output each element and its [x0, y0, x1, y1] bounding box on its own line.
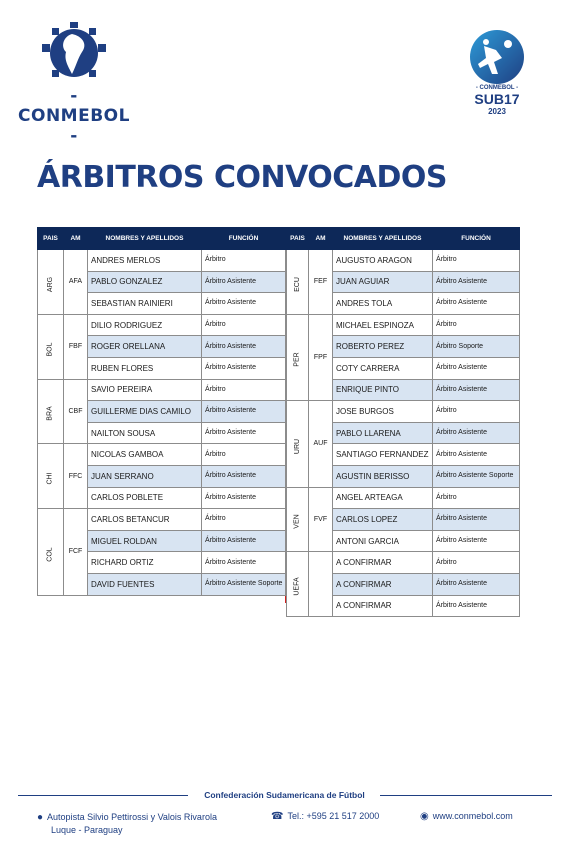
country-code: ECU	[294, 277, 301, 292]
country-cell	[38, 314, 64, 379]
referee-name: MICHAEL ESPINOZA	[333, 314, 433, 336]
referee-function: Árbitro Asistente Soporte	[433, 465, 520, 487]
referee-name: ENRIQUE PINTO	[333, 379, 433, 401]
referee-function: Árbitro	[433, 314, 520, 336]
country-cell	[287, 487, 309, 552]
conmebol-logo	[18, 22, 130, 146]
referee-function: Árbitro	[433, 552, 520, 574]
sub17-conmebol-label: - CONMEBOL -	[475, 85, 519, 91]
table-row	[287, 487, 520, 509]
referee-function: Árbitro Asistente	[433, 444, 520, 466]
referee-name: NICOLAS GAMBOA	[88, 444, 202, 466]
referee-name: JUAN SERRANO	[88, 465, 202, 487]
globe-icon: ◉	[420, 811, 429, 822]
footer-web[interactable]	[420, 811, 513, 822]
phone-icon: ☎	[271, 811, 284, 822]
referee-name: ANGEL ARTEAGA	[333, 487, 433, 509]
country-code: VEN	[294, 514, 301, 530]
association-cell: FBF	[64, 314, 88, 379]
country-cell	[287, 401, 309, 487]
referee-name: PABLO LLARENA	[333, 422, 433, 444]
association-cell: FCF	[64, 509, 88, 595]
referee-function: Árbitro Asistente	[433, 573, 520, 595]
referee-function: Árbitro Asistente	[433, 595, 520, 617]
referee-name: COTY CARRERA	[333, 357, 433, 379]
country-code: UEFA	[293, 577, 301, 596]
location-pin-icon: ●	[37, 812, 44, 823]
referee-function: Árbitro Asistente	[433, 271, 520, 293]
country-cell	[287, 552, 309, 617]
referee-name: RUBEN FLORES	[88, 357, 202, 379]
footer-tel	[271, 811, 379, 822]
referee-function: Árbitro Asistente	[433, 293, 520, 315]
country-cell	[38, 250, 64, 315]
conmebol-emblem-icon	[38, 22, 110, 84]
referee-name: SEBASTIAN RAINIERI	[88, 293, 202, 315]
referee-function: Árbitro Asistente	[202, 357, 286, 379]
referee-function: Árbitro Asistente	[202, 401, 286, 423]
address-line1: Autopista Silvio Pettirossi y Valois Rivarola	[47, 812, 217, 822]
header-pais: PAIS	[287, 228, 309, 250]
sub17-label: SUB17	[474, 91, 520, 107]
referee-name: RICHARD ORTIZ	[88, 552, 202, 574]
referee-name: CARLOS LOPEZ	[333, 509, 433, 531]
referee-name: ANDRES MERLOS	[88, 250, 202, 272]
table-row	[38, 379, 286, 401]
association-cell: AFA	[64, 250, 88, 315]
association-cell: FFC	[64, 444, 88, 509]
country-cell	[38, 379, 64, 444]
referee-function: Árbitro Asistente	[202, 487, 286, 509]
sub17-year: 2023	[488, 107, 506, 116]
association-cell: CBF	[64, 379, 88, 444]
country-code: ARG	[46, 276, 54, 292]
association-cell: FEF	[309, 250, 333, 315]
country-code: PER	[294, 352, 301, 368]
referee-function: Árbitro	[202, 314, 286, 336]
referee-function: Árbitro	[202, 379, 286, 401]
header-am: AM	[64, 228, 88, 250]
tel-text: Tel.: +595 21 517 2000	[287, 811, 380, 821]
country-cell	[38, 509, 64, 595]
referee-function: Árbitro Asistente	[202, 552, 286, 574]
referee-function: Árbitro	[433, 250, 520, 272]
referee-name: AGUSTIN BERISSO	[333, 465, 433, 487]
referee-function: Árbitro	[433, 401, 520, 423]
page-title: ÁRBITROS CONVOCADOS	[37, 160, 448, 195]
footer-rule-right	[380, 795, 552, 796]
footer-title: Confederación Sudamericana de Fútbol	[204, 790, 365, 800]
country-code: COL	[47, 547, 54, 562]
referee-function: Árbitro Asistente	[202, 336, 286, 358]
footer-address	[37, 811, 217, 836]
referee-name: SAVIO PEREIRA	[88, 379, 202, 401]
referee-name: ANTONI GARCIA	[333, 530, 433, 552]
header-pais: PAIS	[38, 228, 64, 250]
referee-function: Árbitro Asistente	[433, 379, 520, 401]
country-cell	[287, 314, 309, 400]
referee-function: Árbitro Asistente	[202, 271, 286, 293]
referee-name: A CONFIRMAR	[333, 552, 433, 574]
table-row	[38, 314, 286, 336]
referee-name: ANDRES TOLA	[333, 293, 433, 315]
country-cell	[38, 444, 64, 509]
referee-function: Árbitro Asistente	[202, 465, 286, 487]
table-row	[287, 401, 520, 423]
country-code: BRA	[47, 406, 54, 422]
sub17-logo	[462, 28, 532, 123]
referee-function: Árbitro Asistente	[433, 422, 520, 444]
referee-function: Árbitro Asistente	[202, 530, 286, 552]
referee-function: Árbitro Asistente	[433, 509, 520, 531]
referee-name: MIGUEL ROLDAN	[88, 530, 202, 552]
referee-name: ROGER ORELLANA	[88, 336, 202, 358]
header-nombre: NOMBRES Y APELLIDOS	[88, 228, 202, 250]
table-row	[38, 509, 286, 531]
referee-function: Árbitro	[202, 250, 286, 272]
address-line2: Luque - Paraguay	[51, 825, 123, 835]
association-cell: AUF	[309, 401, 333, 487]
referee-name: PABLO GONZALEZ	[88, 271, 202, 293]
referee-name: CARLOS POBLETE	[88, 487, 202, 509]
table-row	[38, 444, 286, 466]
referee-name: CARLOS BETANCUR	[88, 509, 202, 531]
referee-name: ROBERTO PEREZ	[333, 336, 433, 358]
referee-name: A CONFIRMAR	[333, 595, 433, 617]
referee-function: Árbitro Asistente	[202, 422, 286, 444]
referee-name: DILIO RODRIGUEZ	[88, 314, 202, 336]
referees-table-left	[37, 227, 286, 596]
referee-function: Árbitro Asistente Soporte	[202, 573, 286, 595]
header-am: AM	[309, 228, 333, 250]
referee-name: DAVID FUENTES	[88, 573, 202, 595]
referee-name: AUGUSTO ARAGON	[333, 250, 433, 272]
referee-function: Árbitro	[202, 509, 286, 531]
table-row	[287, 250, 520, 272]
header-funcion: FUNCIÓN	[433, 228, 520, 250]
country-code: URU	[293, 438, 301, 454]
referee-name: JOSE BURGOS	[333, 401, 433, 423]
conmebol-wordmark: - CONMEBOL -	[18, 86, 130, 146]
referee-name: GUILLERME DIAS CAMILO	[88, 401, 202, 423]
referee-function: Árbitro Asistente	[433, 530, 520, 552]
association-cell	[309, 552, 333, 617]
referee-function: Árbitro Soporte	[433, 336, 520, 358]
header-nombre: NOMBRES Y APELLIDOS	[333, 228, 433, 250]
web-link[interactable]: www.conmebol.com	[432, 811, 513, 821]
referees-table-right	[286, 227, 520, 617]
referee-function: Árbitro Asistente	[202, 293, 286, 315]
referee-function: Árbitro	[433, 487, 520, 509]
header-funcion: FUNCIÓN	[202, 228, 286, 250]
referee-name: A CONFIRMAR	[333, 573, 433, 595]
referee-name: JUAN AGUIAR	[333, 271, 433, 293]
country-code: BOL	[46, 342, 54, 357]
referee-function: Árbitro	[202, 444, 286, 466]
country-cell	[287, 250, 309, 315]
referee-name: NAILTON SOUSA	[88, 422, 202, 444]
association-cell: FPF	[309, 314, 333, 400]
table-row	[38, 250, 286, 272]
referee-name: SANTIAGO FERNANDEZ	[333, 444, 433, 466]
sub17-emblem-icon	[462, 28, 532, 86]
table-row	[287, 552, 520, 574]
referee-function: Árbitro Asistente	[433, 357, 520, 379]
association-cell: FVF	[309, 487, 333, 552]
table-row	[287, 314, 520, 336]
country-code: CHI	[47, 472, 54, 485]
